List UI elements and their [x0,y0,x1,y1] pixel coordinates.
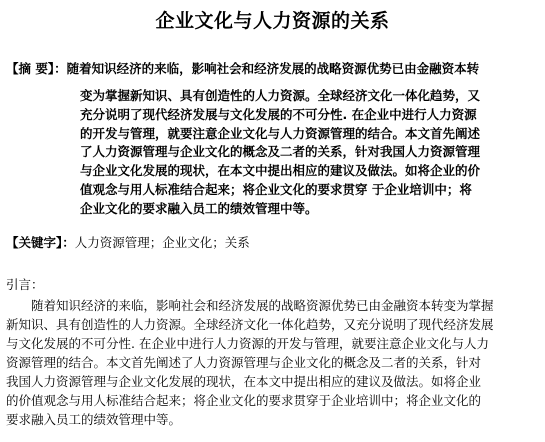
introduction-line: 的价值观念与用人标准结合起来；将企业文化的要求贯穿于企业培训中；将企业文化的 [6,393,482,408]
document-title: 企业文化与人力资源的关系 [155,10,390,32]
abstract-text-line-1: 随着知识经济的来临，影响社会和经济发展的战略资源优势已由金融资本转 [66,61,480,76]
abstract-line: 值观念与用人标准结合起来；将企业文化的要求贯穿 于企业培训中；将 [80,181,472,197]
introduction-line: 与文化发展的不可分性. 在企业中进行人力资源的开发与管理，就要注意企业文化与人力 [6,336,489,351]
introduction-heading: 引言： [6,277,44,292]
introduction-line: 资源管理的结合。本文首先阐述了人力资源管理与企业文化的概念及二者的关系，针对 [6,355,482,370]
keywords-label: 【关键字】： [6,235,75,250]
abstract-line: 充分说明了现代经济发展与文化发展的不可分性. 在企业中进行人力资源 [80,106,477,122]
introduction-line: 我国人力资源管理与企业文化发展的现状，在本文中提出相应的建议及做法。如将企业 [6,374,482,389]
abstract-line: 了人力资源管理与企业文化的概念及二者的关系，针对我国人力资源管理 [80,144,481,160]
keywords-value: 人力资源管理；企业文化；关系 [74,235,250,250]
introduction-line: 随着知识经济的来临，影响社会和经济发展的战略资源优势已由金融资本转变为掌握 [31,298,494,313]
abstract-body [80,87,538,219]
abstract-first-line [6,60,541,78]
keywords-line [6,234,541,252]
introduction-body [6,296,541,429]
abstract-line: 企业文化的要求融入员工的绩效管理中等。 [80,200,318,216]
introduction-line: 新知识、具有创造性的人力资源。全球经济文化一体化趋势，又充分说明了现代经济发展 [6,317,494,332]
abstract-label: 【摘 要】： [6,61,67,76]
introduction-line: 要求融入员工的绩效管理中等。 [6,412,182,427]
abstract-line: 的开发与管理，就要注意企业文化与人力资源管理的结合。本文首先阐述 [80,125,481,141]
abstract-line: 变为掌握新知识、具有创造性的人力资源。全球经济文化一体化趋势，又 [80,88,481,103]
abstract-line: 与企业文化发展的现状，在本文中提出相应的建议及做法。如将企业的价 [80,163,481,179]
